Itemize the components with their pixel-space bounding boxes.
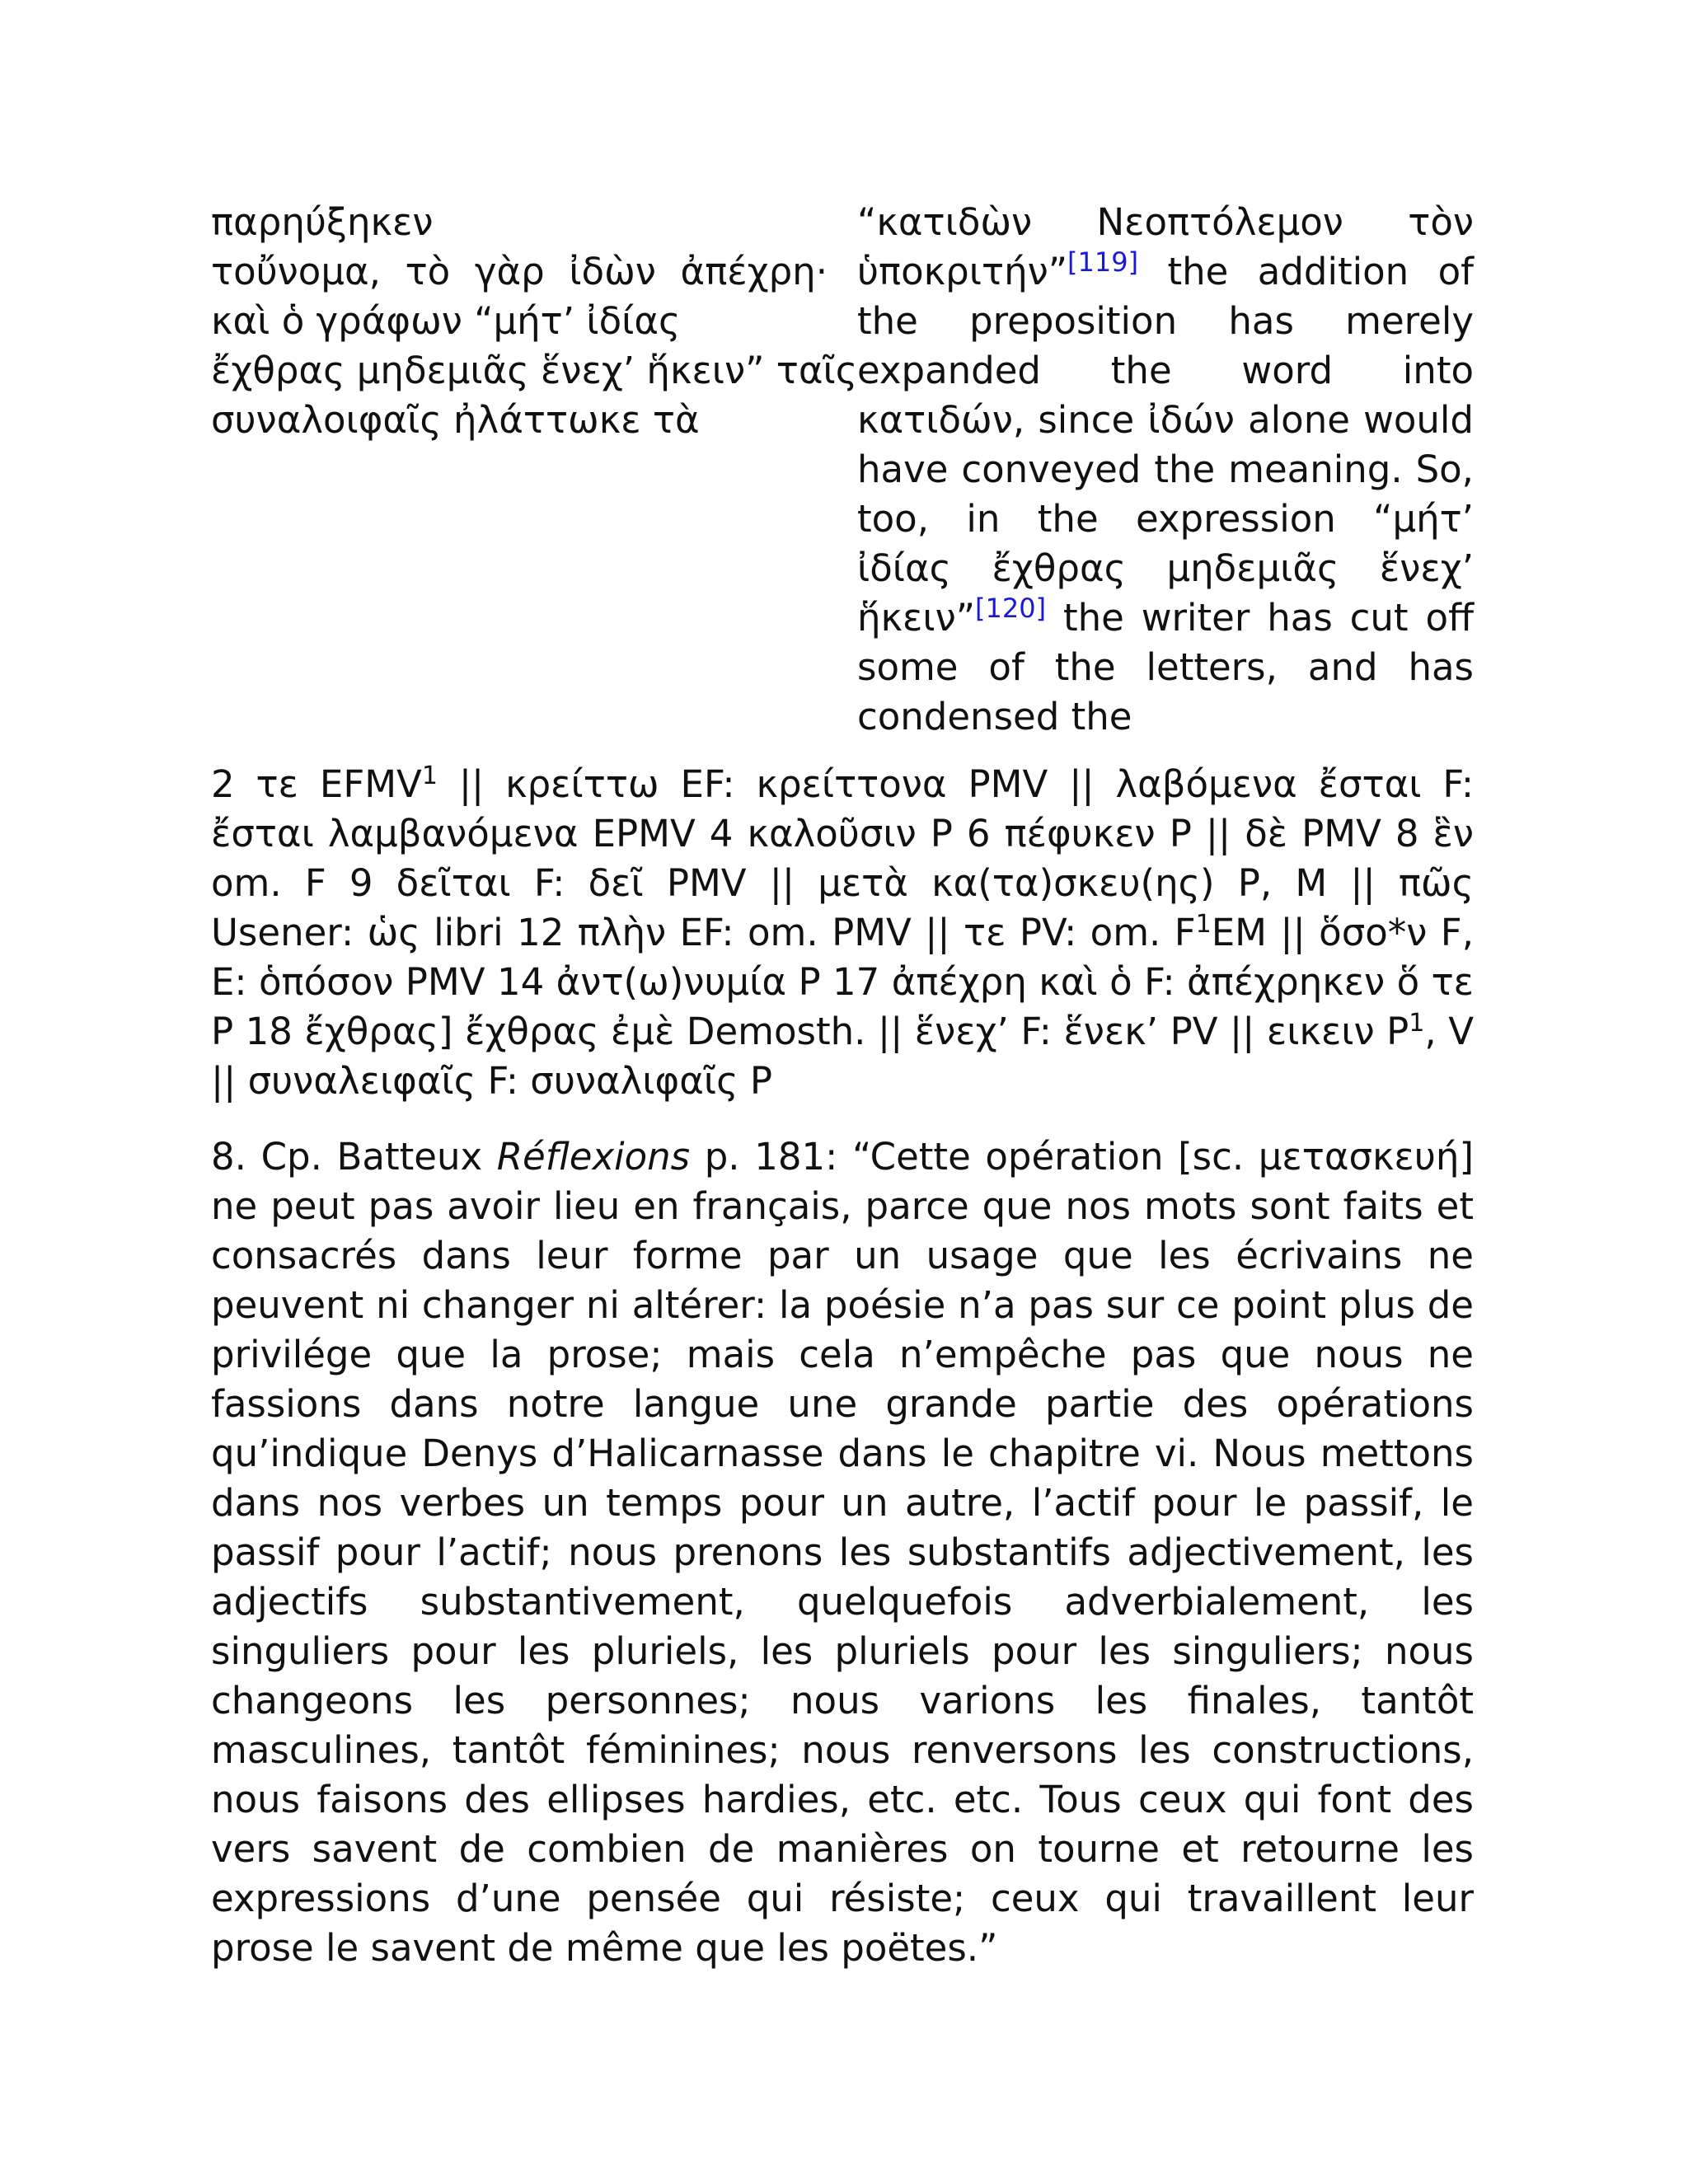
translation-column [857, 198, 1474, 742]
parallel-text [211, 198, 1474, 742]
greek-line: ἔχθρας μηδεμιᾶς ἕνεχ’ ἥκειν” ταῖς [211, 349, 858, 392]
translation-text: “κατιδὼν Νεοπτόλεμον τὸν ὑποκριτήν” [857, 200, 1474, 293]
apparatus-text: 2 τε EFMV [211, 762, 422, 806]
footnote-link-119[interactable]: [119] [1067, 246, 1139, 278]
document-page [211, 198, 1474, 1973]
book-title: Réflexions [496, 1135, 691, 1179]
greek-line: τοὔνομα, τὸ γὰρ ἰδὼν ἀπέχρη· [211, 250, 828, 293]
note-lead: 8. Cp. Batteux [211, 1135, 497, 1179]
superscript: 1 [1195, 910, 1212, 939]
apparatus-text: || κρείττω EF: κρείττονα PMV || λαβόμενα ἔσται F: ἔσται λαμβανόμενα EPMV 4 καλοῦσιν P 6 πέφυκεν P || δὲ PMV 8 ἓν om. F 9 δεῖται F: δεῖ PMV || μετὰ κα(τα)σκευ(ης) P, M || πῶς Usener: ὡς libri 12 πλὴν EF: om. PMV || τε PV: om. F [211, 762, 1474, 954]
note-body: p. 181: “Cette opération [sc. μετασκευή] ne peut pas avoir lieu en français, parce que nos mots sont faits et consacrés dans leur forme par un usage que les écrivains ne peuvent ni changer ni altérer: la poésie n’a pas sur ce point plus de privilége que la prose; mais cela n’empêche pas que nous ne fassions dans notre langue une grande partie des opérations qu’indique Denys d’Halicarnasse dans le chapitre vi. Nous mettons dans nos verbes un temps pour un autre, l’actif pour le passif, le passif pour l’actif; nous prenons les substantifs adjectivement, les adjectifs substantivement, quelquefois adverbialement, les singuliers pour les pluriels, les pluriels pour les singuliers; nous changeons les personnes; nous varions les finales, tantôt masculines, tantôt féminines; nous renversons les constructions, nous faisons des ellipses hardies, etc. etc. Tous ceux qui font des vers savent de combien de manières on tourne et retourne les expressions d’une pensée qui résiste; ceux qui travaillent leur prose le savent de même que les poëtes.” [211, 1135, 1474, 1970]
greek-line: συναλοιφαῖς ἠλάττωκε τὰ [211, 398, 700, 442]
commentary-note [211, 1132, 1474, 1973]
greek-text-column [211, 198, 858, 445]
translation-text: the writer has cut off some of the letters, and has condensed the [857, 596, 1474, 738]
superscript: 1 [1409, 1009, 1425, 1038]
apparatus-text: EM || ὅσο*ν F, E: ὁπόσον PMV 14 ἀντ(ω)νυμία P 17 ἀπέχρη καὶ ὁ F: ἀπέχρηκεν ὅ τε P 18 ἔχθρας] ἔχθρας ἐμὲ Demosth. || ἕνεχ’ F: ἕνεκ’ PV || εικειν P [211, 911, 1474, 1053]
apparatus-text: , V || συναλειφαῖς F: συναλιφαῖς P [211, 1010, 1474, 1103]
greek-line: καὶ ὁ γράφων “μήτ’ ἰδίας [211, 299, 681, 343]
superscript: 1 [421, 762, 438, 790]
critical-apparatus [211, 760, 1474, 1106]
translation-text: the addition of the preposition has merely expanded the word into κατιδών, since ἰδών alone would have conveyed the meaning. So, too, in the expression “μήτ’ ἰδίας ἔχθρας μηδεμιᾶς ἕνεχ’ ἥκειν” [857, 250, 1474, 640]
greek-line: παρηύξηκεν [211, 200, 434, 244]
footnote-link-120[interactable]: [120] [975, 593, 1047, 624]
